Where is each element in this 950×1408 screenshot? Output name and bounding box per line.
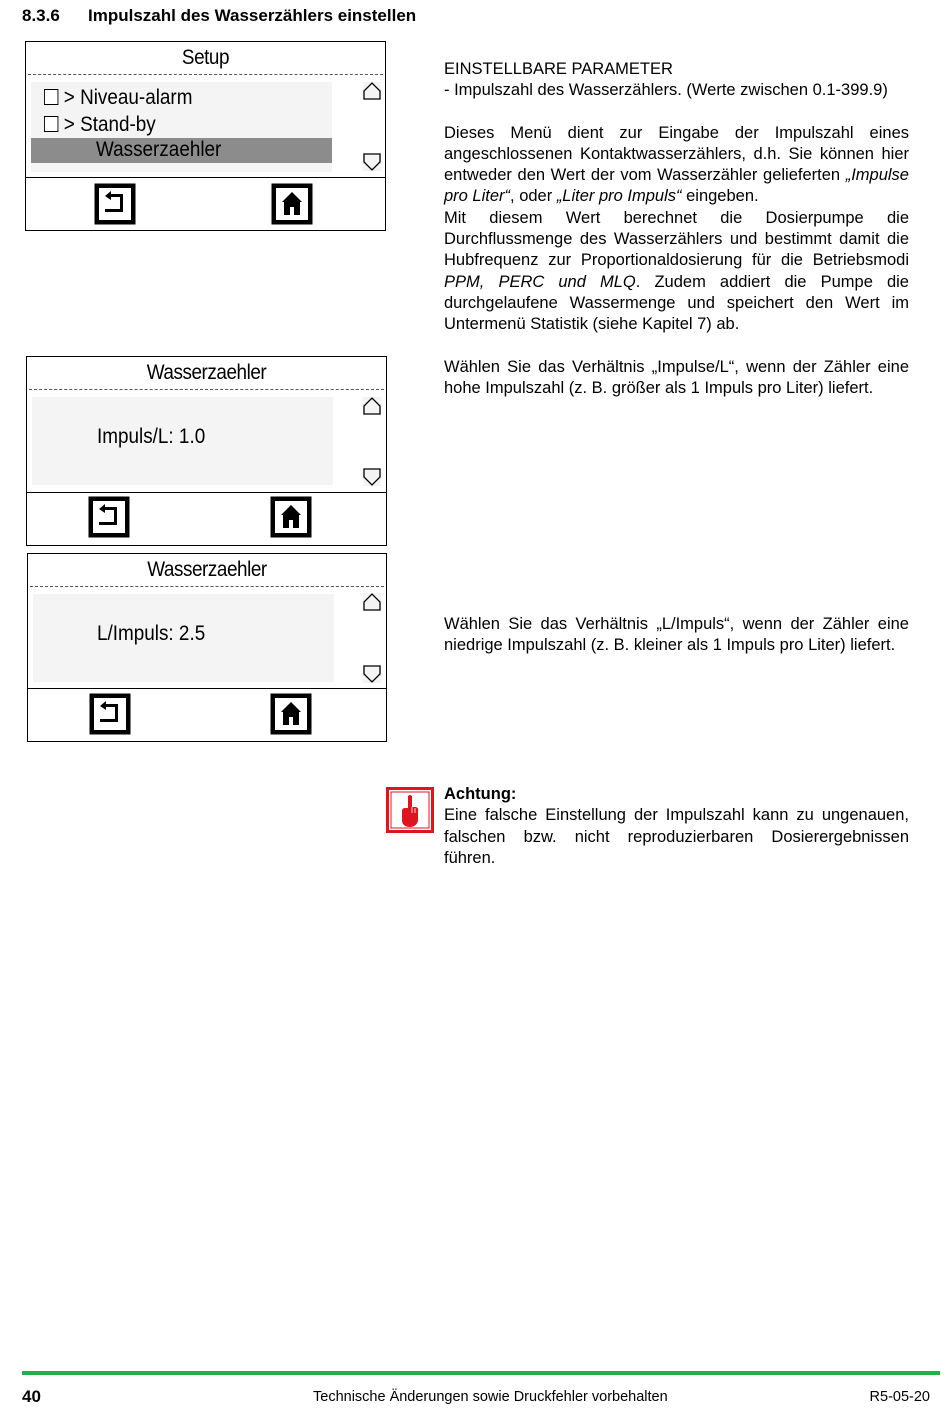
section-title: Impulszahl des Wasserzählers einstellen (88, 6, 417, 25)
home-icon[interactable] (269, 692, 313, 736)
paragraph-text: , oder (510, 187, 557, 206)
page-number: 40 (22, 1387, 41, 1406)
paragraph-menu-purpose (444, 123, 909, 208)
warning-title: Achtung: (444, 785, 517, 803)
paragraph-text: Mit diesem Wert berechnet die Dosierpumpe die Durchflussmenge des Wasserzählers und bestimmt damit die Hubfrequenz zur Proportionaldosierung für die Betriebsmodi (444, 208, 909, 270)
screen-title: Setup (181, 46, 230, 69)
paragraph-text: eingeben. (681, 187, 759, 206)
emphasis-text: „Impulse pro Liter“ (444, 166, 909, 206)
scroll-up-icon[interactable] (363, 82, 381, 100)
params-heading: EINSTELLBARE PARAMETER (444, 60, 673, 78)
back-arrow-icon[interactable] (87, 495, 131, 539)
paragraph-text: Dieses Menü dient zur Eingabe der Impulszahl eines angeschlossenen Kontaktwasserzählers, d.h. Sie können hier entweder den Wert der vom Wasserzähler gelieferten (444, 123, 909, 185)
footer-rule (22, 1371, 940, 1375)
title-divider (30, 586, 384, 587)
scroll-up-icon[interactable] (363, 397, 381, 415)
params-line: - Impulszahl des Wasserzählers. (Werte zwischen 0.1-399.9) (444, 81, 888, 100)
document-code: R5-05-20 (869, 1389, 930, 1405)
scroll-down-icon[interactable] (363, 468, 381, 486)
menu-item-label: > Stand-by (63, 113, 156, 136)
checkbox-icon[interactable] (44, 89, 58, 105)
scroll-down-icon[interactable] (363, 153, 381, 171)
scroll-down-icon[interactable] (363, 665, 381, 683)
menu-item-label: > Niveau-alarm (63, 86, 193, 109)
title-divider (29, 389, 384, 390)
screen-title: Wasserzaehler (147, 558, 267, 581)
menu-item-selected-label: Wasserzaehler (96, 138, 222, 161)
scroll-up-icon[interactable] (363, 593, 381, 611)
description-column (444, 59, 909, 399)
menu-item-stand-by[interactable] (44, 112, 156, 138)
checkbox-icon[interactable] (44, 116, 58, 132)
menu-item-niveau-alarm[interactable] (44, 85, 192, 111)
liter-per-impulse-screen (27, 553, 387, 742)
emphasis-text: „Liter pro Impuls“ (556, 187, 682, 206)
emphasis-text: PPM, PERC und MLQ (444, 272, 636, 291)
warning-body: Eine falsche Einstellung der Impulszahl kann zu ungenauen, falschen bzw. nicht reproduzierbaren Dosierergebnissen führen. (444, 806, 909, 867)
screen-title: Wasserzaehler (146, 361, 267, 384)
paragraph-impulse-per-liter: Wählen Sie das Verhältnis „Impulse/L“, wenn der Zähler eine hohe Impulszahl (z. B. größer als 1 Impuls pro Liter) liefert. (444, 357, 909, 397)
paragraph-calculation (444, 208, 909, 336)
pointing-hand-warning-icon (386, 787, 434, 833)
warning-block (444, 784, 909, 869)
footer-divider (26, 177, 385, 178)
section-number: 8.3.6 (22, 6, 60, 25)
impulse-value[interactable]: Impuls/L: 1.0 (97, 425, 206, 448)
paragraph-liter-per-impulse: Wählen Sie das Verhältnis „L/Impuls“, wenn der Zähler eine niedrige Impulszahl (z. B. kleiner als 1 Impuls pro Liter) liefert. (444, 615, 909, 655)
setup-screen (25, 41, 386, 231)
home-icon[interactable] (269, 495, 313, 539)
title-divider (28, 74, 383, 75)
impulse-per-liter-screen (26, 356, 387, 546)
footer-divider (27, 492, 386, 493)
liter-value[interactable]: L/Impuls: 2.5 (97, 622, 206, 645)
home-icon[interactable] (270, 182, 314, 226)
paragraph-text: . Zudem addiert die Pumpe die durchgelaufene Wassermenge und speichert den Wert im Untermenü Statistik (siehe Kapitel 7) ab. (444, 272, 909, 334)
footer-note: Technische Änderungen sowie Druckfehler vorbehalten (313, 1389, 668, 1405)
section-heading (22, 6, 416, 26)
back-arrow-icon[interactable] (88, 692, 132, 736)
back-arrow-icon[interactable] (93, 182, 137, 226)
footer-divider (28, 688, 386, 689)
